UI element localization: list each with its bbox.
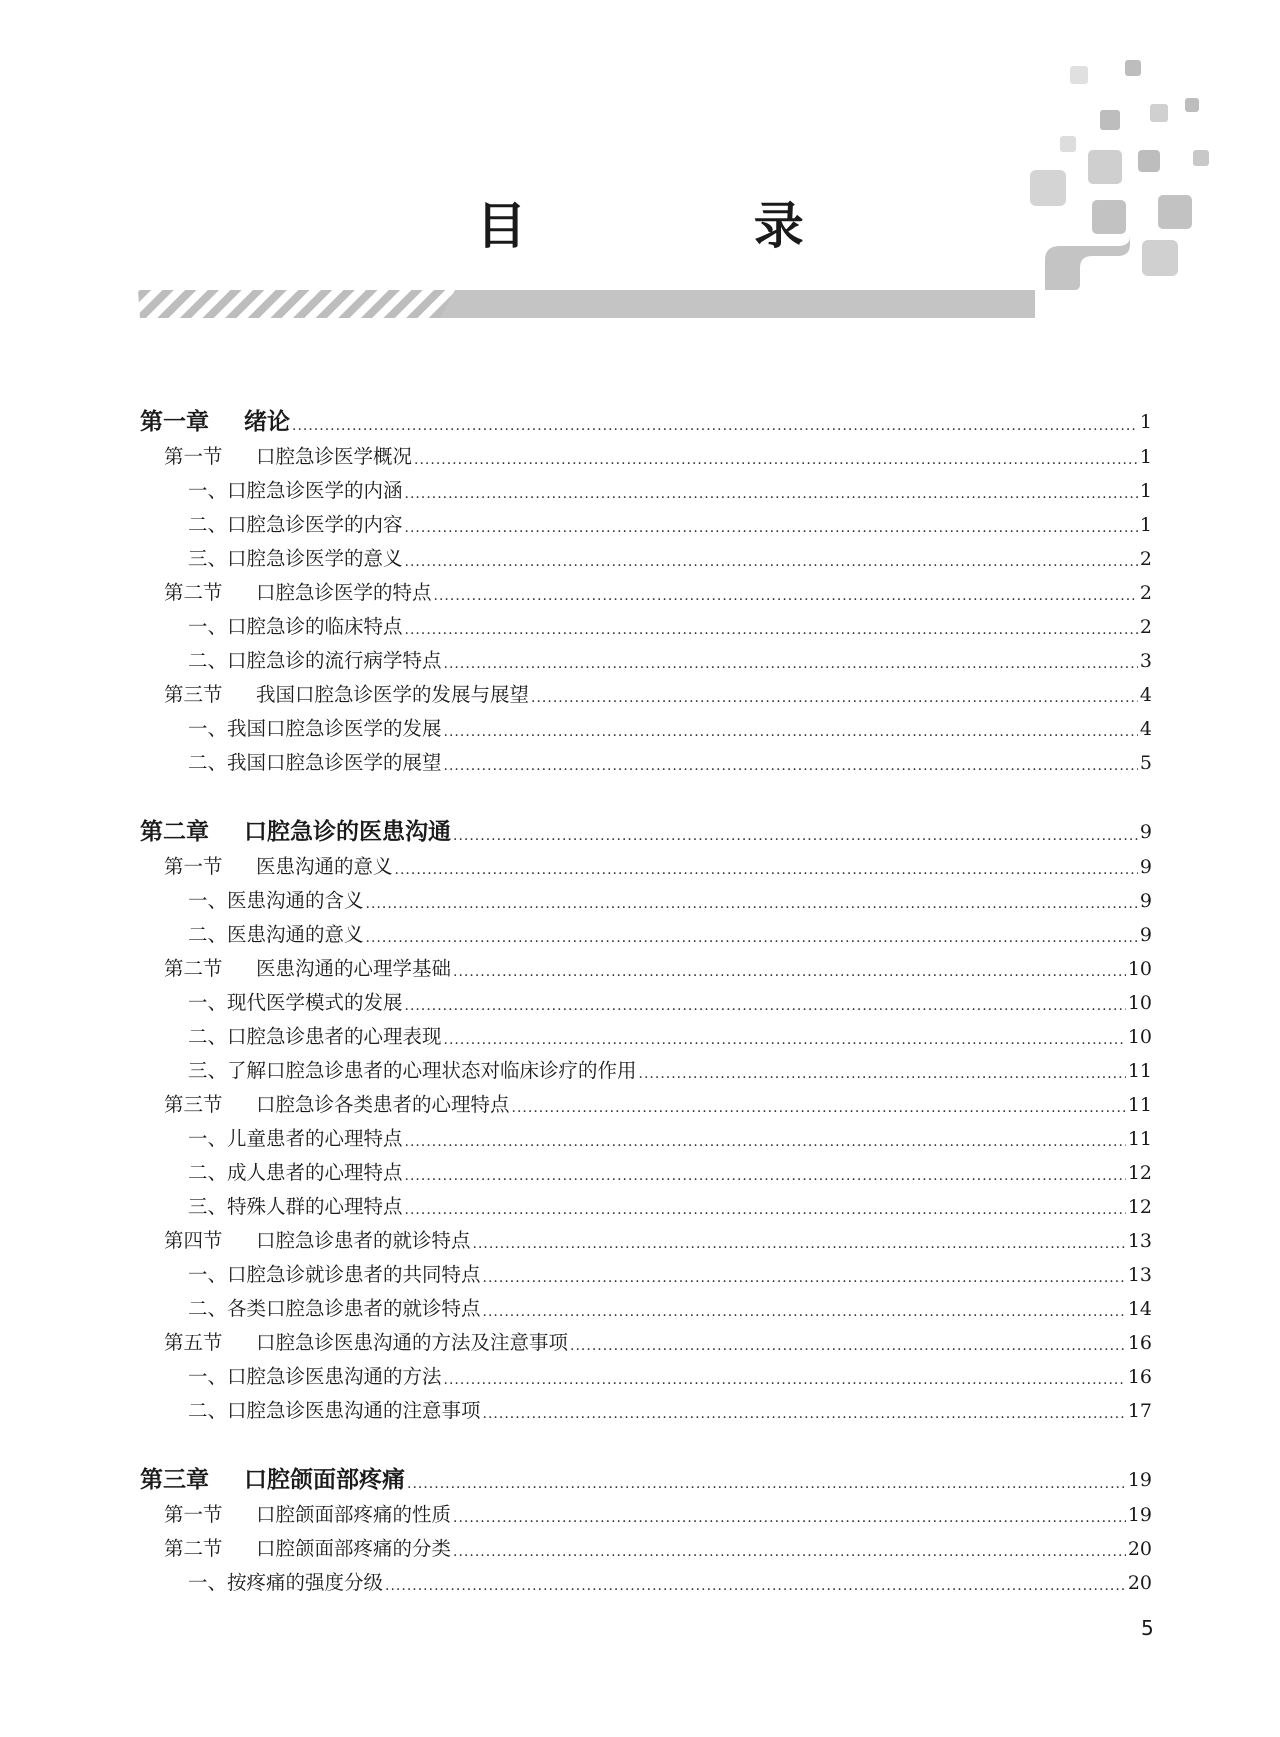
dot-leader <box>405 610 1138 644</box>
item-title: 一、儿童患者的心理特点 <box>188 1127 403 1150</box>
dot-leader <box>292 406 1138 440</box>
section-number: 第三节 <box>164 1093 223 1116</box>
item-title: 二、口腔急诊医学的内容 <box>188 513 403 536</box>
dot-leader <box>444 712 1138 746</box>
toc-item-row[interactable] <box>140 1360 1152 1394</box>
toc-chapter-row[interactable] <box>140 814 1152 850</box>
dot-leader <box>444 644 1138 678</box>
page-number: 5 <box>1141 1616 1154 1640</box>
table-of-contents <box>140 404 1152 1600</box>
section-number: 第四节 <box>164 1229 223 1252</box>
item-title: 三、口腔急诊医学的意义 <box>188 547 403 570</box>
chapter-number: 第一章 <box>140 409 209 435</box>
section-label <box>140 1088 510 1122</box>
page-ref: 2 <box>1139 548 1152 570</box>
page-ref: 12 <box>1127 1196 1152 1218</box>
dot-leader <box>414 440 1138 474</box>
section-title: 口腔急诊医学的特点 <box>256 581 432 604</box>
toc-item-row[interactable] <box>140 918 1152 952</box>
section-number: 第二节 <box>164 957 223 980</box>
page-ref: 20 <box>1127 1538 1152 1560</box>
item-title: 二、口腔急诊医患沟通的注意事项 <box>188 1399 481 1422</box>
page-ref: 11 <box>1127 1094 1152 1116</box>
dot-leader <box>512 1088 1126 1122</box>
toc-item-row[interactable] <box>140 746 1152 780</box>
toc-item-row[interactable] <box>140 1292 1152 1326</box>
section-title: 口腔急诊患者的就诊特点 <box>256 1229 471 1252</box>
chapter-number: 第二章 <box>140 819 209 845</box>
section-label <box>140 440 412 474</box>
section-number: 第三节 <box>164 683 223 706</box>
item-title: 二、各类口腔急诊患者的就诊特点 <box>188 1297 481 1320</box>
page-ref: 4 <box>1139 684 1152 706</box>
toc-section-row[interactable] <box>140 678 1152 712</box>
section-number: 第二节 <box>164 581 223 604</box>
toc-item-row[interactable] <box>140 1394 1152 1428</box>
toc-item-row[interactable] <box>140 1156 1152 1190</box>
page-ref: 13 <box>1127 1264 1152 1286</box>
item-title: 三、了解口腔急诊患者的心理状态对临床诊疗的作用 <box>188 1059 637 1082</box>
dot-leader <box>639 1054 1126 1088</box>
section-title: 我国口腔急诊医学的发展与展望 <box>256 683 530 706</box>
toc-item-row[interactable] <box>140 474 1152 508</box>
toc-item-row[interactable] <box>140 1020 1152 1054</box>
item-title: 二、医患沟通的意义 <box>188 923 364 946</box>
dot-leader <box>405 542 1138 576</box>
chapter-label <box>140 404 290 440</box>
toc-item-row[interactable] <box>140 610 1152 644</box>
section-title: 口腔急诊医患沟通的方法及注意事项 <box>256 1331 569 1354</box>
toc-item-row[interactable] <box>140 508 1152 542</box>
item-title: 二、口腔急诊的流行病学特点 <box>188 649 442 672</box>
toc-item-row[interactable] <box>140 986 1152 1020</box>
toc-chapter-row[interactable] <box>140 1462 1152 1498</box>
section-title: 医患沟通的心理学基础 <box>256 957 452 980</box>
dot-leader <box>405 508 1138 542</box>
section-label <box>140 1224 471 1258</box>
item-title: 一、口腔急诊就诊患者的共同特点 <box>188 1263 481 1286</box>
item-title: 一、口腔急诊医学的内涵 <box>188 479 403 502</box>
toc-section-row[interactable] <box>140 952 1152 986</box>
item-title: 一、按疼痛的强度分级 <box>188 1571 384 1594</box>
item-title: 一、医患沟通的含义 <box>188 889 364 912</box>
item-title: 一、我国口腔急诊医学的发展 <box>188 717 442 740</box>
chapter-label <box>140 814 451 850</box>
dot-leader <box>366 884 1138 918</box>
page-ref: 1 <box>1139 514 1152 536</box>
chapter-number: 第三章 <box>140 1467 209 1493</box>
chapter-title: 口腔颌面部疼痛 <box>244 1467 405 1493</box>
dot-leader <box>570 1326 1126 1360</box>
section-label <box>140 1326 568 1360</box>
toc-item-row[interactable] <box>140 1566 1152 1600</box>
toc-item-row[interactable] <box>140 1122 1152 1156</box>
dot-leader <box>453 816 1138 850</box>
toc-section-row[interactable] <box>140 440 1152 474</box>
dot-leader <box>405 1190 1126 1224</box>
dot-leader <box>405 986 1126 1020</box>
page-ref: 12 <box>1127 1162 1152 1184</box>
section-title: 口腔急诊医学概况 <box>256 445 413 468</box>
toc-section-row[interactable] <box>140 576 1152 610</box>
item-title: 二、我国口腔急诊医学的展望 <box>188 751 442 774</box>
page-ref: 3 <box>1139 650 1152 672</box>
page-ref: 9 <box>1139 924 1152 946</box>
toc-item-row[interactable] <box>140 644 1152 678</box>
toc-item-row[interactable] <box>140 542 1152 576</box>
item-title: 一、口腔急诊的临床特点 <box>188 615 403 638</box>
dot-leader <box>483 1258 1126 1292</box>
toc-item-row[interactable] <box>140 1054 1152 1088</box>
page-ref: 4 <box>1139 718 1152 740</box>
page-ref: 13 <box>1127 1230 1152 1252</box>
dot-leader <box>453 1498 1126 1532</box>
section-label <box>140 850 393 884</box>
page-ref: 1 <box>1139 446 1152 468</box>
chapter-label <box>140 1462 405 1498</box>
dot-leader <box>444 1020 1126 1054</box>
dot-leader <box>453 1532 1126 1566</box>
page-title: 目 录 <box>476 197 909 255</box>
page-ref: 19 <box>1127 1504 1152 1526</box>
section-label <box>140 1532 451 1566</box>
dot-leader <box>385 1566 1126 1600</box>
item-title: 一、口腔急诊医患沟通的方法 <box>188 1365 442 1388</box>
dot-leader <box>434 576 1138 610</box>
page-ref: 10 <box>1127 992 1152 1014</box>
striped-banner <box>138 290 1035 318</box>
page-ref: 16 <box>1127 1332 1152 1354</box>
toc-item-row[interactable] <box>140 1258 1152 1292</box>
dot-leader <box>444 1360 1126 1394</box>
item-title: 三、特殊人群的心理特点 <box>188 1195 403 1218</box>
dot-leader <box>405 1122 1126 1156</box>
page-ref: 10 <box>1127 958 1152 980</box>
item-title: 二、口腔急诊患者的心理表现 <box>188 1025 442 1048</box>
dot-leader <box>483 1394 1126 1428</box>
section-title: 口腔颌面部疼痛的性质 <box>256 1503 452 1526</box>
page-ref: 2 <box>1139 616 1152 638</box>
toc-chapter-row[interactable] <box>140 404 1152 440</box>
page-ref: 11 <box>1127 1128 1152 1150</box>
section-number: 第一节 <box>164 855 223 878</box>
toc-section-row[interactable] <box>140 850 1152 884</box>
chapter-gap <box>140 780 1152 814</box>
chapter-title: 口腔急诊的医患沟通 <box>244 819 451 845</box>
section-title: 口腔颌面部疼痛的分类 <box>256 1537 452 1560</box>
section-label <box>140 1498 451 1532</box>
item-title: 二、成人患者的心理特点 <box>188 1161 403 1184</box>
page-ref: 9 <box>1139 856 1152 878</box>
dot-leader <box>405 1156 1126 1190</box>
page-ref: 14 <box>1127 1298 1152 1320</box>
item-title: 一、现代医学模式的发展 <box>188 991 403 1014</box>
section-title: 口腔急诊各类患者的心理特点 <box>256 1093 510 1116</box>
page-ref: 9 <box>1139 821 1152 843</box>
dot-leader <box>453 952 1126 986</box>
page-ref: 16 <box>1127 1366 1152 1388</box>
section-label <box>140 576 432 610</box>
toc-item-row[interactable] <box>140 1190 1152 1224</box>
section-number: 第五节 <box>164 1331 223 1354</box>
section-label <box>140 952 451 986</box>
section-title: 医患沟通的意义 <box>256 855 393 878</box>
page-ref: 5 <box>1139 752 1152 774</box>
dot-leader <box>407 1464 1126 1498</box>
page-ref: 2 <box>1139 582 1152 604</box>
toc-section-row[interactable] <box>140 1498 1152 1532</box>
dot-leader <box>366 918 1138 952</box>
page-ref: 9 <box>1139 890 1152 912</box>
section-label <box>140 678 529 712</box>
page-ref: 10 <box>1127 1026 1152 1048</box>
dot-leader <box>483 1292 1126 1326</box>
section-number: 第一节 <box>164 445 223 468</box>
dot-leader <box>444 746 1138 780</box>
page-ref: 17 <box>1127 1400 1152 1422</box>
chapter-title: 绪论 <box>244 409 290 435</box>
section-number: 第二节 <box>164 1537 223 1560</box>
dot-leader <box>395 850 1138 884</box>
chapter-gap <box>140 1428 1152 1462</box>
page-ref: 1 <box>1139 411 1152 433</box>
page-ref: 1 <box>1139 480 1152 502</box>
dot-leader <box>405 474 1138 508</box>
page-ref: 20 <box>1127 1572 1152 1594</box>
page-ref: 11 <box>1127 1060 1152 1082</box>
toc-section-row[interactable] <box>140 1532 1152 1566</box>
dot-leader <box>473 1224 1126 1258</box>
page-ref: 19 <box>1127 1469 1152 1491</box>
dot-leader <box>531 678 1138 712</box>
toc-section-row[interactable] <box>140 1224 1152 1258</box>
header-decoration <box>0 0 1280 330</box>
section-number: 第一节 <box>164 1503 223 1526</box>
toc-item-row[interactable] <box>140 712 1152 746</box>
toc-section-row[interactable] <box>140 1088 1152 1122</box>
toc-section-row[interactable] <box>140 1326 1152 1360</box>
toc-item-row[interactable] <box>140 884 1152 918</box>
